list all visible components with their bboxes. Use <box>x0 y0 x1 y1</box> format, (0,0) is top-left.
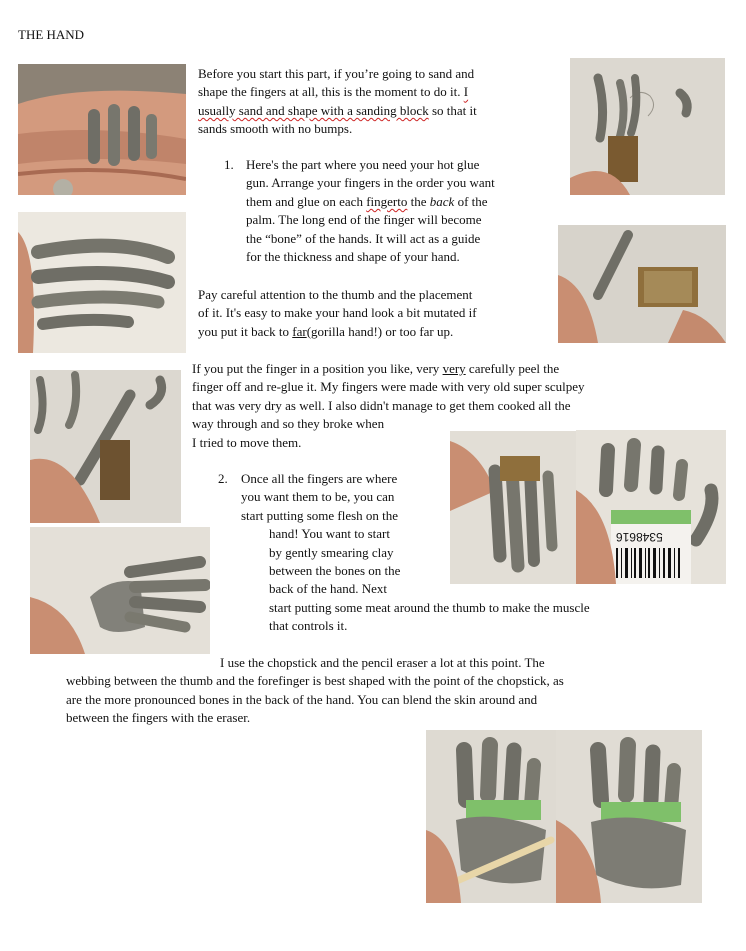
photo-hand-barcode <box>576 430 726 584</box>
step-2-line: start putting some meat around the thumb to make the muscle <box>269 600 590 615</box>
step-2-line: by gently smearing clay <box>269 545 394 560</box>
thumb-line: Pay careful attention to the thumb and the placement <box>198 287 473 302</box>
photo-hand-fingers-front <box>450 431 576 584</box>
chopstick-line: webbing between the thumb and the forefinger is best shaped with the point of the chopstick, as <box>66 673 564 688</box>
step-2-line: hand! You want to start <box>269 526 390 541</box>
photo-fingers-in-palm <box>18 64 186 195</box>
step-2-line: between the bones on the <box>269 563 401 578</box>
step-2-line: start putting some flesh on the <box>241 508 399 523</box>
chopstick-line: between the fingers with the eraser. <box>66 710 251 725</box>
photo-fingers-side <box>18 212 186 353</box>
reglue-line: I tried to move them. <box>192 434 302 450</box>
intro-line: shape the fingers at all, this is the moment to do it. I <box>198 84 469 100</box>
intro-line: sands smooth with no bumps. <box>198 121 353 137</box>
reglue-line: that was very dry as well. I also didn't manage to get them cooked all the <box>192 397 571 413</box>
reglue-line: If you put the finger in a position you like, very very carefully peel the <box>192 361 560 376</box>
step-line: the “bone” of the hands. It will act as a guide <box>246 230 481 246</box>
step-2-line: you want them to be, you can <box>241 489 395 504</box>
step-line: for the thickness and shape of your hand. <box>246 249 460 265</box>
step-line: Here's the part where you need your hot glue <box>246 157 480 172</box>
step-2-line: back of the hand. Next <box>269 581 388 596</box>
chopstick-line: are the more pronounced bones in the back of the hand. You can blend the skin around and <box>66 692 538 707</box>
intro-paragraph <box>198 65 477 139</box>
step-1-number: 1. <box>224 157 234 172</box>
step-2-number: 2. <box>218 471 228 486</box>
step-line: gun. Arrange your fingers in the order you want <box>246 175 495 191</box>
step-2-line: Once all the fingers are where <box>241 471 398 486</box>
photo-fingers-glued <box>30 370 181 523</box>
photo-fingers-cardboard <box>570 58 725 195</box>
reglue-line: way through and so they broke when <box>192 416 385 432</box>
page-title: THE HAND <box>18 27 85 42</box>
photo-hand-flesh <box>30 527 210 654</box>
photo-chopstick-shaping <box>426 730 556 903</box>
chopstick-line: I use the chopstick and the pencil eraser a lot at this point. The <box>220 655 545 670</box>
photo-hand-blended <box>556 730 702 903</box>
step-line: palm. The long end of the finger will become <box>246 212 482 228</box>
step-line: them and glue on each fingerto the back of the <box>246 193 488 209</box>
barcode-number: 5348616 <box>616 530 663 544</box>
reglue-paragraph <box>192 360 585 452</box>
thumb-line: you put it back to far(gorilla hand!) or too far up. <box>198 323 454 339</box>
thumb-paragraph <box>198 286 477 341</box>
thumb-line: of it. It's easy to make your hand look a bit mutated if <box>198 305 477 321</box>
step-1-text <box>246 156 495 266</box>
intro-line: usually sand and shape with a sanding block so that it <box>198 102 477 118</box>
intro-line: Before you start this part, if you’re going to sand and <box>198 66 475 81</box>
step-2-line: that controls it. <box>269 618 348 633</box>
reglue-line: finger off and re-glue it. My fingers were made with very old super sculpey <box>192 379 585 395</box>
photo-finger-cardboard <box>558 225 726 343</box>
